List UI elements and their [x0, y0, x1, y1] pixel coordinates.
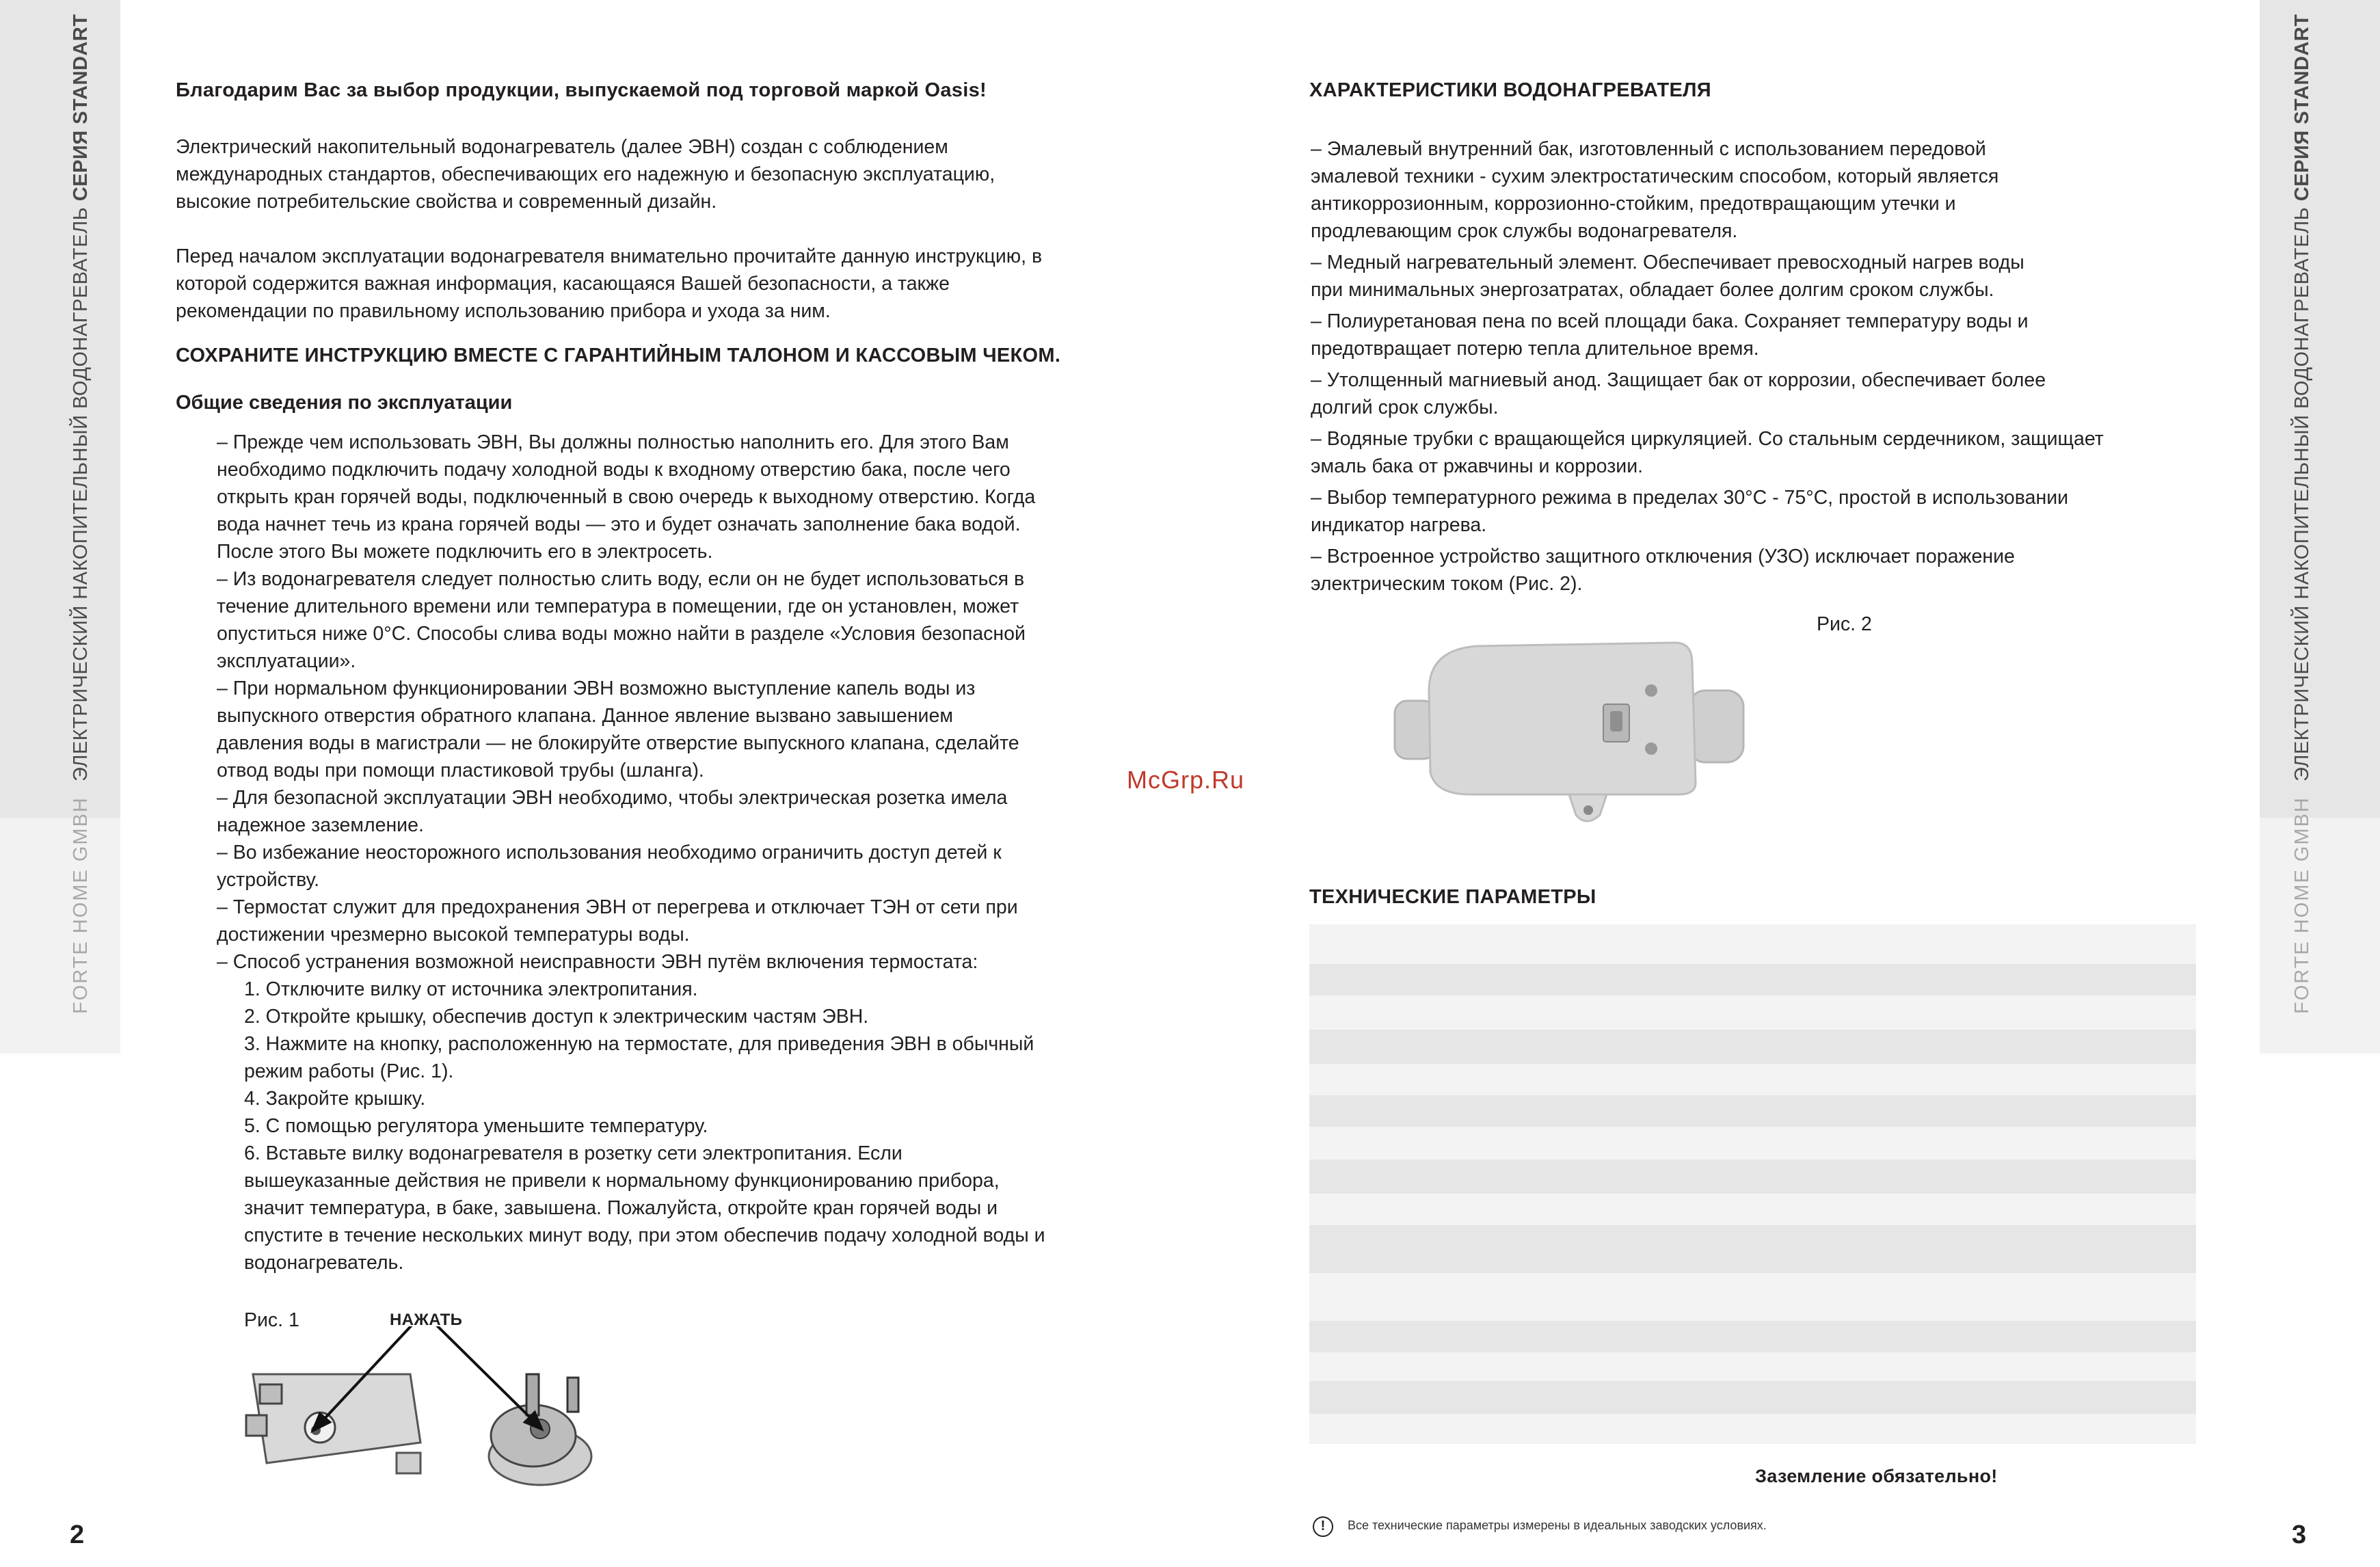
- characteristic-line: предотвращает потерю тепла длительное время.: [1311, 338, 1759, 360]
- characteristics-list: [1311, 135, 2104, 598]
- figure-1-caption: Рис. 1: [244, 1309, 299, 1331]
- general-line: эксплуатации».: [217, 650, 356, 672]
- general-line: вода начнет течь из крана горячей воды — это и будет означать заполнение бака водой.: [217, 513, 1021, 535]
- table-row: [1309, 1127, 2196, 1160]
- general-line: – Во избежание неосторожного использования необходимо ограничить доступ детей к: [217, 842, 1002, 863]
- general-line: – Термостат служит для предохранения ЭВН от перегрева и отключает ТЭН от сети при: [217, 896, 1018, 918]
- general-line: – Прежде чем использовать ЭВН, Вы должны полностью наполнить его. Для этого Вам: [217, 431, 1009, 453]
- intro-paragraph: [176, 133, 995, 215]
- characteristic-item: [1311, 425, 2104, 480]
- general-line: необходимо подключить подачу холодной воды к входному отверстию бака, после чего: [217, 459, 1011, 481]
- intro-line: Электрический накопительный водонагреватель (далее ЭВН) создан с соблюдением: [176, 136, 948, 158]
- intro-line: международных стандартов, обеспечивающих его надежную и безопасную эксплуатацию,: [176, 163, 995, 185]
- technical-parameters-heading: ТЕХНИЧЕСКИЕ ПАРАМЕТРЫ: [1309, 886, 1596, 908]
- exclamation-circle-icon: !: [1313, 1516, 1333, 1537]
- step-line: 3. Нажмите на кнопку, расположенную на термостате, для приведения ЭВН в обычный: [244, 1033, 1034, 1055]
- figure-1-press-label: НАЖАТЬ: [390, 1311, 463, 1329]
- characteristic-line: – Водяные трубки с вращающейся циркуляцией. Со стальным сердечником, защищает: [1311, 428, 2104, 450]
- right-company-name: FORTE HOME GMBH: [2291, 796, 2313, 1014]
- left-company-name: FORTE HOME GMBH: [70, 796, 92, 1014]
- figure-2-rcd-plug-illustration: [1388, 636, 1757, 834]
- general-line: опуститься ниже 0°С. Способы слива воды можно найти в разделе «Условия безопасной: [217, 623, 1026, 645]
- table-row: [1309, 1194, 2196, 1225]
- left-series-title: [70, 14, 92, 781]
- characteristic-line: эмаль бака от ржавчины и коррозии.: [1311, 455, 1644, 477]
- characteristic-item: [1311, 543, 2104, 598]
- step-line: значит температура, в баке, завышена. Пожалуйста, откройте кран горячей воды и: [244, 1197, 998, 1219]
- general-line: устройству.: [217, 869, 319, 891]
- step-line: водонагреватель.: [244, 1252, 404, 1274]
- left-sidebar-company-band: [0, 818, 120, 1054]
- general-line: отвод воды при помощи пластиковой трубы (шланга).: [217, 760, 704, 781]
- before-use-line: рекомендации по правильному использованию прибора и ухода за ним.: [176, 300, 831, 322]
- step-line: режим работы (Рис. 1).: [244, 1060, 454, 1082]
- characteristic-line: при минимальных энергозатратах, обладает более долгим сроком службы.: [1311, 279, 1994, 301]
- general-line: течение длительного времени или температура в помещении, где он установлен, может: [217, 595, 1019, 617]
- table-row: [1309, 1030, 2196, 1064]
- general-line: – Способ устранения возможной неисправности ЭВН путём включения термостата:: [217, 951, 978, 973]
- characteristic-line: долгий срок службы.: [1311, 397, 1499, 418]
- thanks-heading: Благодарим Вас за выбор продукции, выпускаемой под торговой маркой Oasis!: [176, 79, 987, 101]
- save-instruction-notice: СОХРАНИТЕ ИНСТРУКЦИЮ ВМЕСТЕ С ГАРАНТИЙНЫМ ТАЛОНОМ И КАССОВЫМ ЧЕКОМ.: [176, 345, 1061, 366]
- general-info-list: [217, 429, 1035, 976]
- thermostat-flat-icon: [246, 1374, 420, 1473]
- characteristic-line: – Эмалевый внутренний бак, изготовленный с использованием передовой: [1311, 138, 1986, 160]
- characteristic-line: – Утолщенный магниевый анод. Защищает бак от коррозии, обеспечивает более: [1311, 369, 2046, 391]
- general-line: После этого Вы можете подключить его в электросеть.: [217, 541, 713, 563]
- general-line: надежное заземление.: [217, 814, 424, 836]
- right-sidebar-company-band: [2260, 818, 2380, 1054]
- general-info-heading: Общие сведения по эксплуатации: [176, 392, 513, 414]
- figure-1-thermostat-illustration: [239, 1326, 650, 1504]
- thermostat-steps-list: [244, 976, 1045, 1276]
- step-line: 1. Отключите вилку от источника электропитания.: [244, 978, 698, 1000]
- table-row: [1309, 1414, 2196, 1444]
- step-line: спустите в течение нескольких минут воду, при этом обеспечив подачу холодной воды и: [244, 1224, 1045, 1246]
- before-use-paragraph: [176, 243, 1042, 325]
- right-sidebar: [2260, 0, 2380, 1054]
- page-number-left: 2: [70, 1521, 85, 1549]
- characteristic-line: – Медный нагревательный элемент. Обеспечивает превосходный нагрев воды: [1311, 252, 2024, 273]
- page-number-right: 3: [2292, 1521, 2307, 1549]
- rcd-device-icon: [1395, 643, 1743, 821]
- characteristic-item: [1311, 135, 2104, 245]
- table-row: [1309, 1160, 2196, 1194]
- general-line: открыть кран горячей воды, подключенный в свою очередь к выходному отверстию. Когда: [217, 486, 1036, 508]
- general-line: выпускного отверстия обратного клапана. Данное явление вызвано завышением: [217, 705, 953, 727]
- characteristic-line: эмалевой техники - сухим электростатическим способом, который является: [1311, 165, 1999, 187]
- characteristic-line: – Полиуретановая пена по всей площади бака. Сохраняет температуру воды и: [1311, 310, 2029, 332]
- characteristic-item: [1311, 366, 2104, 421]
- table-row: [1309, 924, 2196, 964]
- table-row: [1309, 1064, 2196, 1095]
- before-use-line: которой содержится важная информация, касающаяся Вашей безопасности, а также: [176, 273, 950, 295]
- grounding-required-notice: Заземление обязательно!: [1755, 1466, 1998, 1486]
- table-row: [1309, 1321, 2196, 1352]
- step-line: 5. С помощью регулятора уменьшите температуру.: [244, 1115, 708, 1137]
- intro-line: высокие потребительские свойства и современный дизайн.: [176, 191, 717, 213]
- right-series-title-bold: СЕРИЯ STANDART: [2291, 14, 2313, 202]
- general-line: – Для безопасной эксплуатации ЭВН необходимо, чтобы электрическая розетка имела: [217, 787, 1008, 809]
- characteristic-item: [1311, 308, 2104, 362]
- step-line: 2. Откройте крышку, обеспечив доступ к электрическим частям ЭВН.: [244, 1006, 869, 1028]
- characteristic-item: [1311, 484, 2104, 539]
- table-row: [1309, 1225, 2196, 1273]
- step-line: 6. Вставьте вилку водонагревателя в розетку сети электропитания. Если: [244, 1142, 902, 1164]
- general-line: давления воды в магистрали — не блокируйте отверстие выпускного клапана, сделайте: [217, 732, 1019, 754]
- left-series-title-regular: ЭЛЕКТРИЧЕСКИЙ НАКОПИТЕЛЬНЫЙ ВОДОНАГРЕВАТЕЛЬ: [70, 201, 92, 781]
- table-row: [1309, 1273, 2196, 1321]
- table-row: [1309, 1381, 2196, 1414]
- general-line: достижении чрезмерно высокой температуры воды.: [217, 924, 690, 946]
- right-series-title: [2291, 14, 2314, 781]
- table-row: [1309, 1352, 2196, 1381]
- characteristics-heading: ХАРАКТЕРИСТИКИ ВОДОНАГРЕВАТЕЛЯ: [1309, 79, 1711, 101]
- table-row: [1309, 964, 2196, 995]
- characteristic-item: [1311, 249, 2104, 304]
- step-line: вышеуказанные действия не привели к нормальному функционированию прибора,: [244, 1170, 1000, 1192]
- table-row: [1309, 1095, 2196, 1127]
- watermark-link[interactable]: McGrp.Ru: [1127, 766, 1245, 794]
- characteristic-line: – Выбор температурного режима в пределах 30°С - 75°С, простой в использовании: [1311, 487, 2069, 509]
- left-sidebar: [0, 0, 120, 1054]
- characteristic-line: антикоррозионным, коррозионно-стойким, предотвращающим утечки и: [1311, 193, 1956, 215]
- right-series-title-regular: ЭЛЕКТРИЧЕСКИЙ НАКОПИТЕЛЬНЫЙ ВОДОНАГРЕВАТЕЛЬ: [2291, 201, 2313, 781]
- characteristic-line: электрическим током (Рис. 2).: [1311, 573, 1583, 595]
- general-line: – Из водонагревателя следует полностью слить воду, если он не будет использоваться в: [217, 568, 1025, 590]
- technical-parameters-table: [1309, 924, 2196, 1444]
- measurement-conditions-note: Все технические параметры измерены в идеальных заводских условиях.: [1348, 1518, 1767, 1532]
- step-line: 4. Закройте крышку.: [244, 1088, 426, 1110]
- characteristic-line: – Встроенное устройство защитного отключения (УЗО) исключает поражение: [1311, 546, 2015, 567]
- left-series-title-bold: СЕРИЯ STANDART: [70, 14, 92, 202]
- characteristic-line: продлевающим срок службы водонагревателя.: [1311, 220, 1738, 242]
- before-use-line: Перед началом эксплуатации водонагревателя внимательно прочитайте данную инструкцию, в: [176, 245, 1043, 267]
- table-row: [1309, 995, 2196, 1030]
- characteristic-line: индикатор нагрева.: [1311, 514, 1487, 536]
- general-line: – При нормальном функционировании ЭВН возможно выступление капель воды из: [217, 678, 976, 699]
- figure-2-caption: Рис. 2: [1817, 613, 1872, 635]
